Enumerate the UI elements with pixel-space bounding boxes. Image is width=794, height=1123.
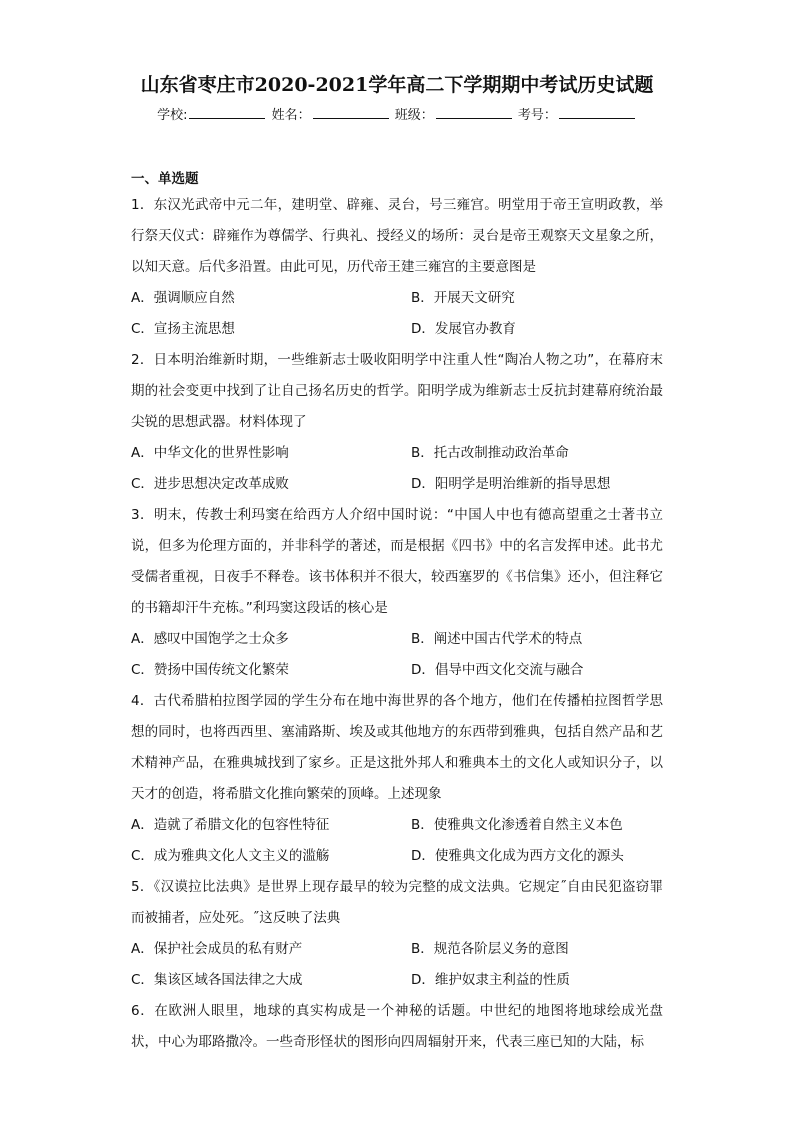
exam-number-blank[interactable] bbox=[559, 106, 635, 119]
option-grid bbox=[131, 624, 663, 686]
exam-number-label: 考号： bbox=[517, 108, 557, 123]
option-grid bbox=[131, 934, 663, 996]
option-a[interactable]: A．强调顺应自然 bbox=[131, 290, 235, 306]
option-d[interactable]: D．维护奴隶主利益的性质 bbox=[411, 972, 570, 988]
option-c[interactable]: C．宣扬主流思想 bbox=[131, 321, 235, 337]
class-blank[interactable] bbox=[436, 106, 512, 119]
class-label: 班级： bbox=[394, 108, 434, 123]
option-a[interactable]: A．中华文化的世界性影响 bbox=[131, 445, 289, 461]
question-list bbox=[131, 190, 663, 1058]
option-d[interactable]: D．发展官办教育 bbox=[411, 321, 516, 337]
question-stem: 3．明末，传教士利玛窦在给西方人介绍中国时说：“中国人中也有德高望重之士著书立说，但多为伦理方面的，并非科学的著述，而是根据《四书》中的名言发挥申述。此书尤受儒者重视，日夜手不释卷。该书体积并不很大，较西塞罗的《书信集》还小，但注释它的书籍却汗牛充栋。”利玛窦这段话的核心是 bbox=[131, 507, 663, 616]
option-grid bbox=[131, 810, 663, 872]
question-3 bbox=[131, 500, 663, 686]
exam-title: 山东省枣庄市2020-2021学年高二下学期期中考试历史试题 bbox=[140, 74, 654, 96]
option-b[interactable]: B．规范各阶层义务的意图 bbox=[411, 941, 569, 957]
option-grid bbox=[131, 438, 663, 500]
option-a[interactable]: A．造就了希腊文化的包容性特征 bbox=[131, 817, 330, 833]
question-2 bbox=[131, 345, 663, 500]
option-d[interactable]: D．倡导中西文化交流与融合 bbox=[411, 662, 584, 678]
section-title: 一、单选题 bbox=[131, 171, 199, 187]
question-stem: 5．《汉谟拉比法典》是世界上现存最早的较为完整的成文法典。它规定˝自由民犯盗窃罪而被捕者，应处死。˝这反映了法典 bbox=[131, 879, 663, 926]
option-b[interactable]: B．开展天文研究 bbox=[411, 290, 515, 306]
question-5 bbox=[131, 872, 663, 996]
question-6 bbox=[131, 996, 663, 1058]
option-c[interactable]: C．集该区域各国法律之大成 bbox=[131, 972, 303, 988]
option-grid bbox=[131, 283, 663, 345]
option-d[interactable]: D．使雅典文化成为西方文化的源头 bbox=[411, 848, 624, 864]
question-stem: 4．古代希腊柏拉图学园的学生分布在地中海世界的各个地方，他们在传播柏拉图哲学思想的同时，也将西西里、塞浦路斯、埃及或其他地方的东西带到雅典，包括自然产品和艺术精神产品，在雅典城找到了家乡。正是这批外邦人和雅典本土的文化人或知识分子，以天才的创造，将希腊文化推向繁荣的顶峰。上述现象 bbox=[131, 693, 663, 802]
question-1 bbox=[131, 190, 663, 345]
option-a[interactable]: A．保护社会成员的私有财产 bbox=[131, 941, 303, 957]
option-d[interactable]: D．阳明学是明治维新的指导思想 bbox=[411, 476, 611, 492]
name-label: 姓名： bbox=[271, 108, 311, 123]
option-b[interactable]: B．阐述中国古代学术的特点 bbox=[411, 631, 583, 647]
option-c[interactable]: C．进步思想决定改革成败 bbox=[131, 476, 289, 492]
question-4 bbox=[131, 686, 663, 872]
question-stem: 2．日本明治维新时期，一些维新志士吸收阳明学中注重人性“陶冶人物之功”，在幕府末期的社会变更中找到了让自己扬名历史的哲学。阳明学成为维新志士反抗封建幕府统治最尖锐的思想武器。材料体现了 bbox=[131, 352, 663, 430]
school-label: 学校: bbox=[157, 108, 188, 123]
option-c[interactable]: C．成为雅典文化人文主义的滥觞 bbox=[131, 848, 330, 864]
student-info-line bbox=[0, 104, 794, 123]
option-c[interactable]: C．赞扬中国传统文化繁荣 bbox=[131, 662, 289, 678]
option-b[interactable]: B．使雅典文化渗透着自然主义本色 bbox=[411, 817, 623, 833]
name-blank[interactable] bbox=[313, 106, 389, 119]
question-stem: 6．在欧洲人眼里，地球的真实构成是一个神秘的话题。中世纪的地图将地球绘成光盘状，中心为耶路撒冷。一些奇形怪状的图形向四周辐射开来，代表三座已知的大陆，标 bbox=[131, 1003, 663, 1050]
question-stem: 1．东汉光武帝中元二年，建明堂、辟雍、灵台，号三雍宫。明堂用于帝王宣明政教，举行祭天仪式：辟雍作为尊儒学、行典礼、授经义的场所：灵台是帝王观察天文星象之所，以知天意。后代多沿置。由此可见，历代帝王建三雍宫的主要意图是 bbox=[131, 197, 663, 275]
school-blank[interactable] bbox=[189, 106, 265, 119]
option-a[interactable]: A．感叹中国饱学之士众多 bbox=[131, 631, 289, 647]
option-b[interactable]: B．托古改制推动政治革命 bbox=[411, 445, 569, 461]
